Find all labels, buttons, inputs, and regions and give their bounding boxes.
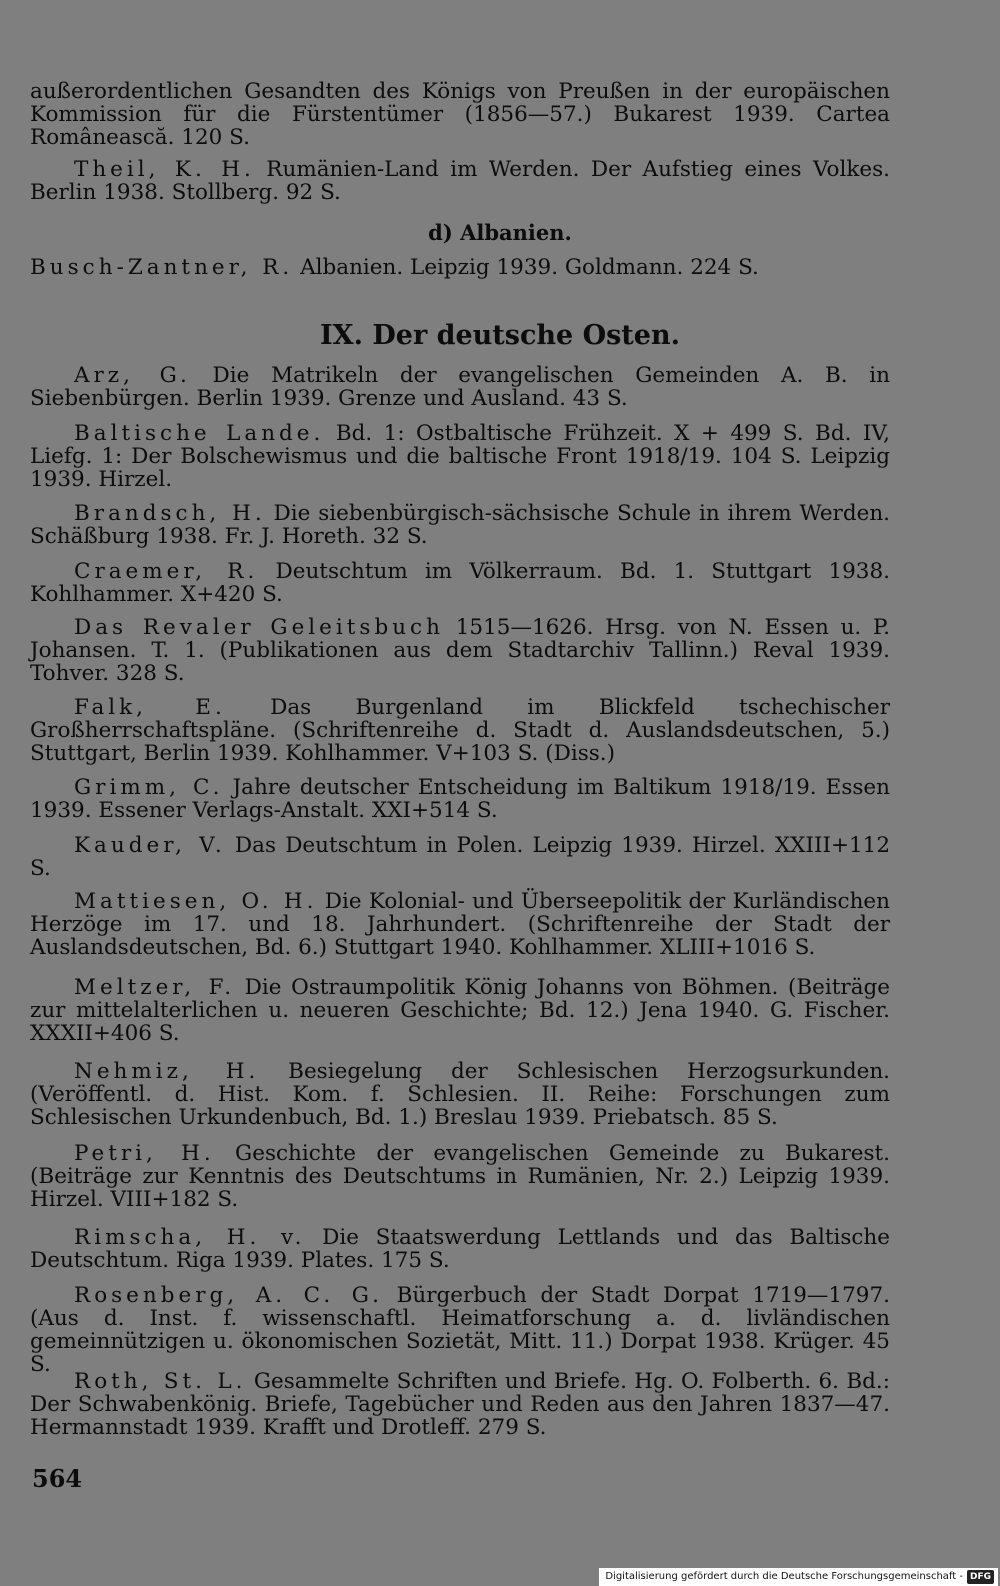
entry-text: Das Deutschtum in Polen. Leipzig 1939. Hirzel. XXIII+112 S. xyxy=(30,833,891,881)
bib-entry xyxy=(30,696,890,765)
entry-text: Die Staatswerdung Lettlands und das Baltische Deutschtum. Riga 1939. Plates. 175 S. xyxy=(30,1225,890,1273)
entry-text: Die siebenbürgisch-sächsische Schule in ihrem Werden. Schäßburg 1938. Fr. J. Horeth. 32 S. xyxy=(30,501,891,549)
bib-entry xyxy=(30,1142,890,1211)
entry-text: Die Kolonial- und Überseepolitik der Kurländischen Herzöge im 17. und 18. Jahrhundert. (Schriftenreihe der Stadt der Auslandsdeutschen, Bd. 6.) Stuttgart 1940. Kohlhammer. XLIII+1016 S. xyxy=(30,889,890,960)
subsection-heading: d) Albanien. xyxy=(428,220,572,245)
entry-busch xyxy=(30,256,890,279)
entry-author: Mattiesen, O. H. xyxy=(74,889,318,914)
bib-entry xyxy=(30,616,890,685)
entry-text: Rumänien-Land im Werden. Der Aufstieg eines Volkes. Berlin 1938. Stollberg. 92 S. xyxy=(30,157,890,205)
dfg-logo-icon: DFG xyxy=(967,1570,994,1584)
bib-entry xyxy=(30,976,890,1045)
entry-author: Meltzer, F. xyxy=(74,975,236,1000)
footer-text: Digitalisierung gefördert durch die Deutsche Forschungsgemeinschaft - xyxy=(605,1571,963,1582)
entry-text: Gesammelte Schriften und Briefe. Hg. O. Folberth. 6. Bd.: Der Schwabenkönig. Briefe, Tagebücher und Reden aus den Jahren 1837—47. Hermannstadt 1939. Krafft und Drotleff. 279 S. xyxy=(30,1369,891,1440)
entry-text: 1515—1626. Hrsg. von N. Essen u. P. Johansen. T. 1. (Publikationen aus dem Stadtarchiv Tallinn.) Reval 1939. Tohver. 328 S. xyxy=(30,615,890,686)
entry-text: Albanien. Leipzig 1939. Goldmann. 224 S. xyxy=(293,255,759,280)
entry-author: Grimm, C. xyxy=(74,775,224,800)
entry-author: Falk, E. xyxy=(74,695,226,720)
bib-entry xyxy=(30,1060,890,1129)
entry-text: Die Matrikeln der evangelischen Gemeinden A. B. in Siebenbürgen. Berlin 1939. Grenze und Ausland. 43 S. xyxy=(30,363,890,411)
entry-text: Jahre deutscher Entscheidung im Baltikum 1918/19. Essen 1939. Essener Verlags-Anstalt. XXI+514 S. xyxy=(30,775,890,823)
entry-continuation: außerordentlichen Gesandten des Königs von Preußen in der europäischen Kommission für die Fürstentümer (1856—57.) Bukarest 1939. Cartea Românească. 120 S. xyxy=(30,79,890,150)
entry-text: Bd. 1: Ostbaltische Frühzeit. X + 499 S. Bd. IV, Liefg. 1: Der Bolschewismus und die baltische Front 1918/19. 104 S. Leipzig 1939. Hirzel. xyxy=(30,421,890,492)
entry-author: Petri, H. xyxy=(74,1141,215,1166)
bib-entry xyxy=(30,560,890,606)
entry-author: Busch-Zantner, R. xyxy=(30,255,294,280)
entry-author: Nehmiz, H. xyxy=(74,1059,260,1084)
bib-entry xyxy=(30,364,890,410)
digitization-footer xyxy=(599,1568,998,1586)
bib-entry xyxy=(30,890,890,959)
entry-author: Brandsch, H. xyxy=(74,501,266,526)
entry-text: Besiegelung der Schlesischen Herzogsurkunden. (Veröffentl. d. Hist. Kom. f. Schlesien. II. Reihe: Forschungen zum Schlesischen Urkundenbuch, Bd. 1.) Breslau 1939. Priebatsch. 85 S. xyxy=(30,1059,890,1130)
entry-author: Craemer, R. xyxy=(74,559,259,584)
section-heading: IX. Der deutsche Osten. xyxy=(319,320,680,351)
bib-entry xyxy=(30,1284,890,1376)
entry-text: Bürgerbuch der Stadt Dorpat 1719—1797. (Aus d. Inst. f. wissenschaftl. Heimatforschung a. d. livländischen gemeinnützigen u. ökonomischen Sozietät, Mitt. 11.) Dorpat 1938. Krüger. 45 S. xyxy=(30,1283,890,1377)
bib-entry xyxy=(30,776,890,822)
entry-text: Das Burgenland im Blickfeld tschechischer Großherrschaftspläne. (Schriftenreihe d. Stadt d. Auslandsdeutschen, 5.) Stuttgart, Berlin 1939. Kohlhammer. V+103 S. (Diss.) xyxy=(30,695,891,766)
bib-entry xyxy=(30,502,890,548)
bib-entry xyxy=(30,422,890,491)
bib-entry xyxy=(30,834,890,880)
bib-entry xyxy=(30,1226,890,1272)
entry-author: Das Revaler Geleitsbuch xyxy=(74,615,444,640)
entry-author: Arz, G. xyxy=(74,363,191,388)
page-number: 564 xyxy=(32,1464,83,1493)
bib-entry xyxy=(30,1370,890,1439)
entry-author: Theil, K. H. xyxy=(74,157,255,182)
entry-text: Geschichte der evangelischen Gemeinde zu Bukarest. (Beiträge zur Kenntnis des Deutschtums in Rumänien, Nr. 2.) Leipzig 1939. Hirzel. VIII+182 S. xyxy=(30,1141,890,1212)
entry-author: Rosenberg, A. C. G. xyxy=(74,1283,384,1308)
entry-text: Deutschtum im Völkerraum. Bd. 1. Stuttgart 1938. Kohlhammer. X+420 S. xyxy=(30,559,890,607)
entry-text: Die Ostraumpolitik König Johanns von Böhmen. (Beiträge zur mittelalterlichen u. neueren Geschichte; Bd. 12.) Jena 1940. G. Fischer. XXXII+406 S. xyxy=(30,975,891,1046)
entry-theil xyxy=(30,158,890,204)
entry-author: Kauder, V. xyxy=(74,833,226,858)
entry-author: Rimscha, H. v. xyxy=(74,1225,306,1250)
entry-author: Baltische Lande. xyxy=(74,421,325,446)
entry-author: Roth, St. L. xyxy=(74,1369,247,1394)
